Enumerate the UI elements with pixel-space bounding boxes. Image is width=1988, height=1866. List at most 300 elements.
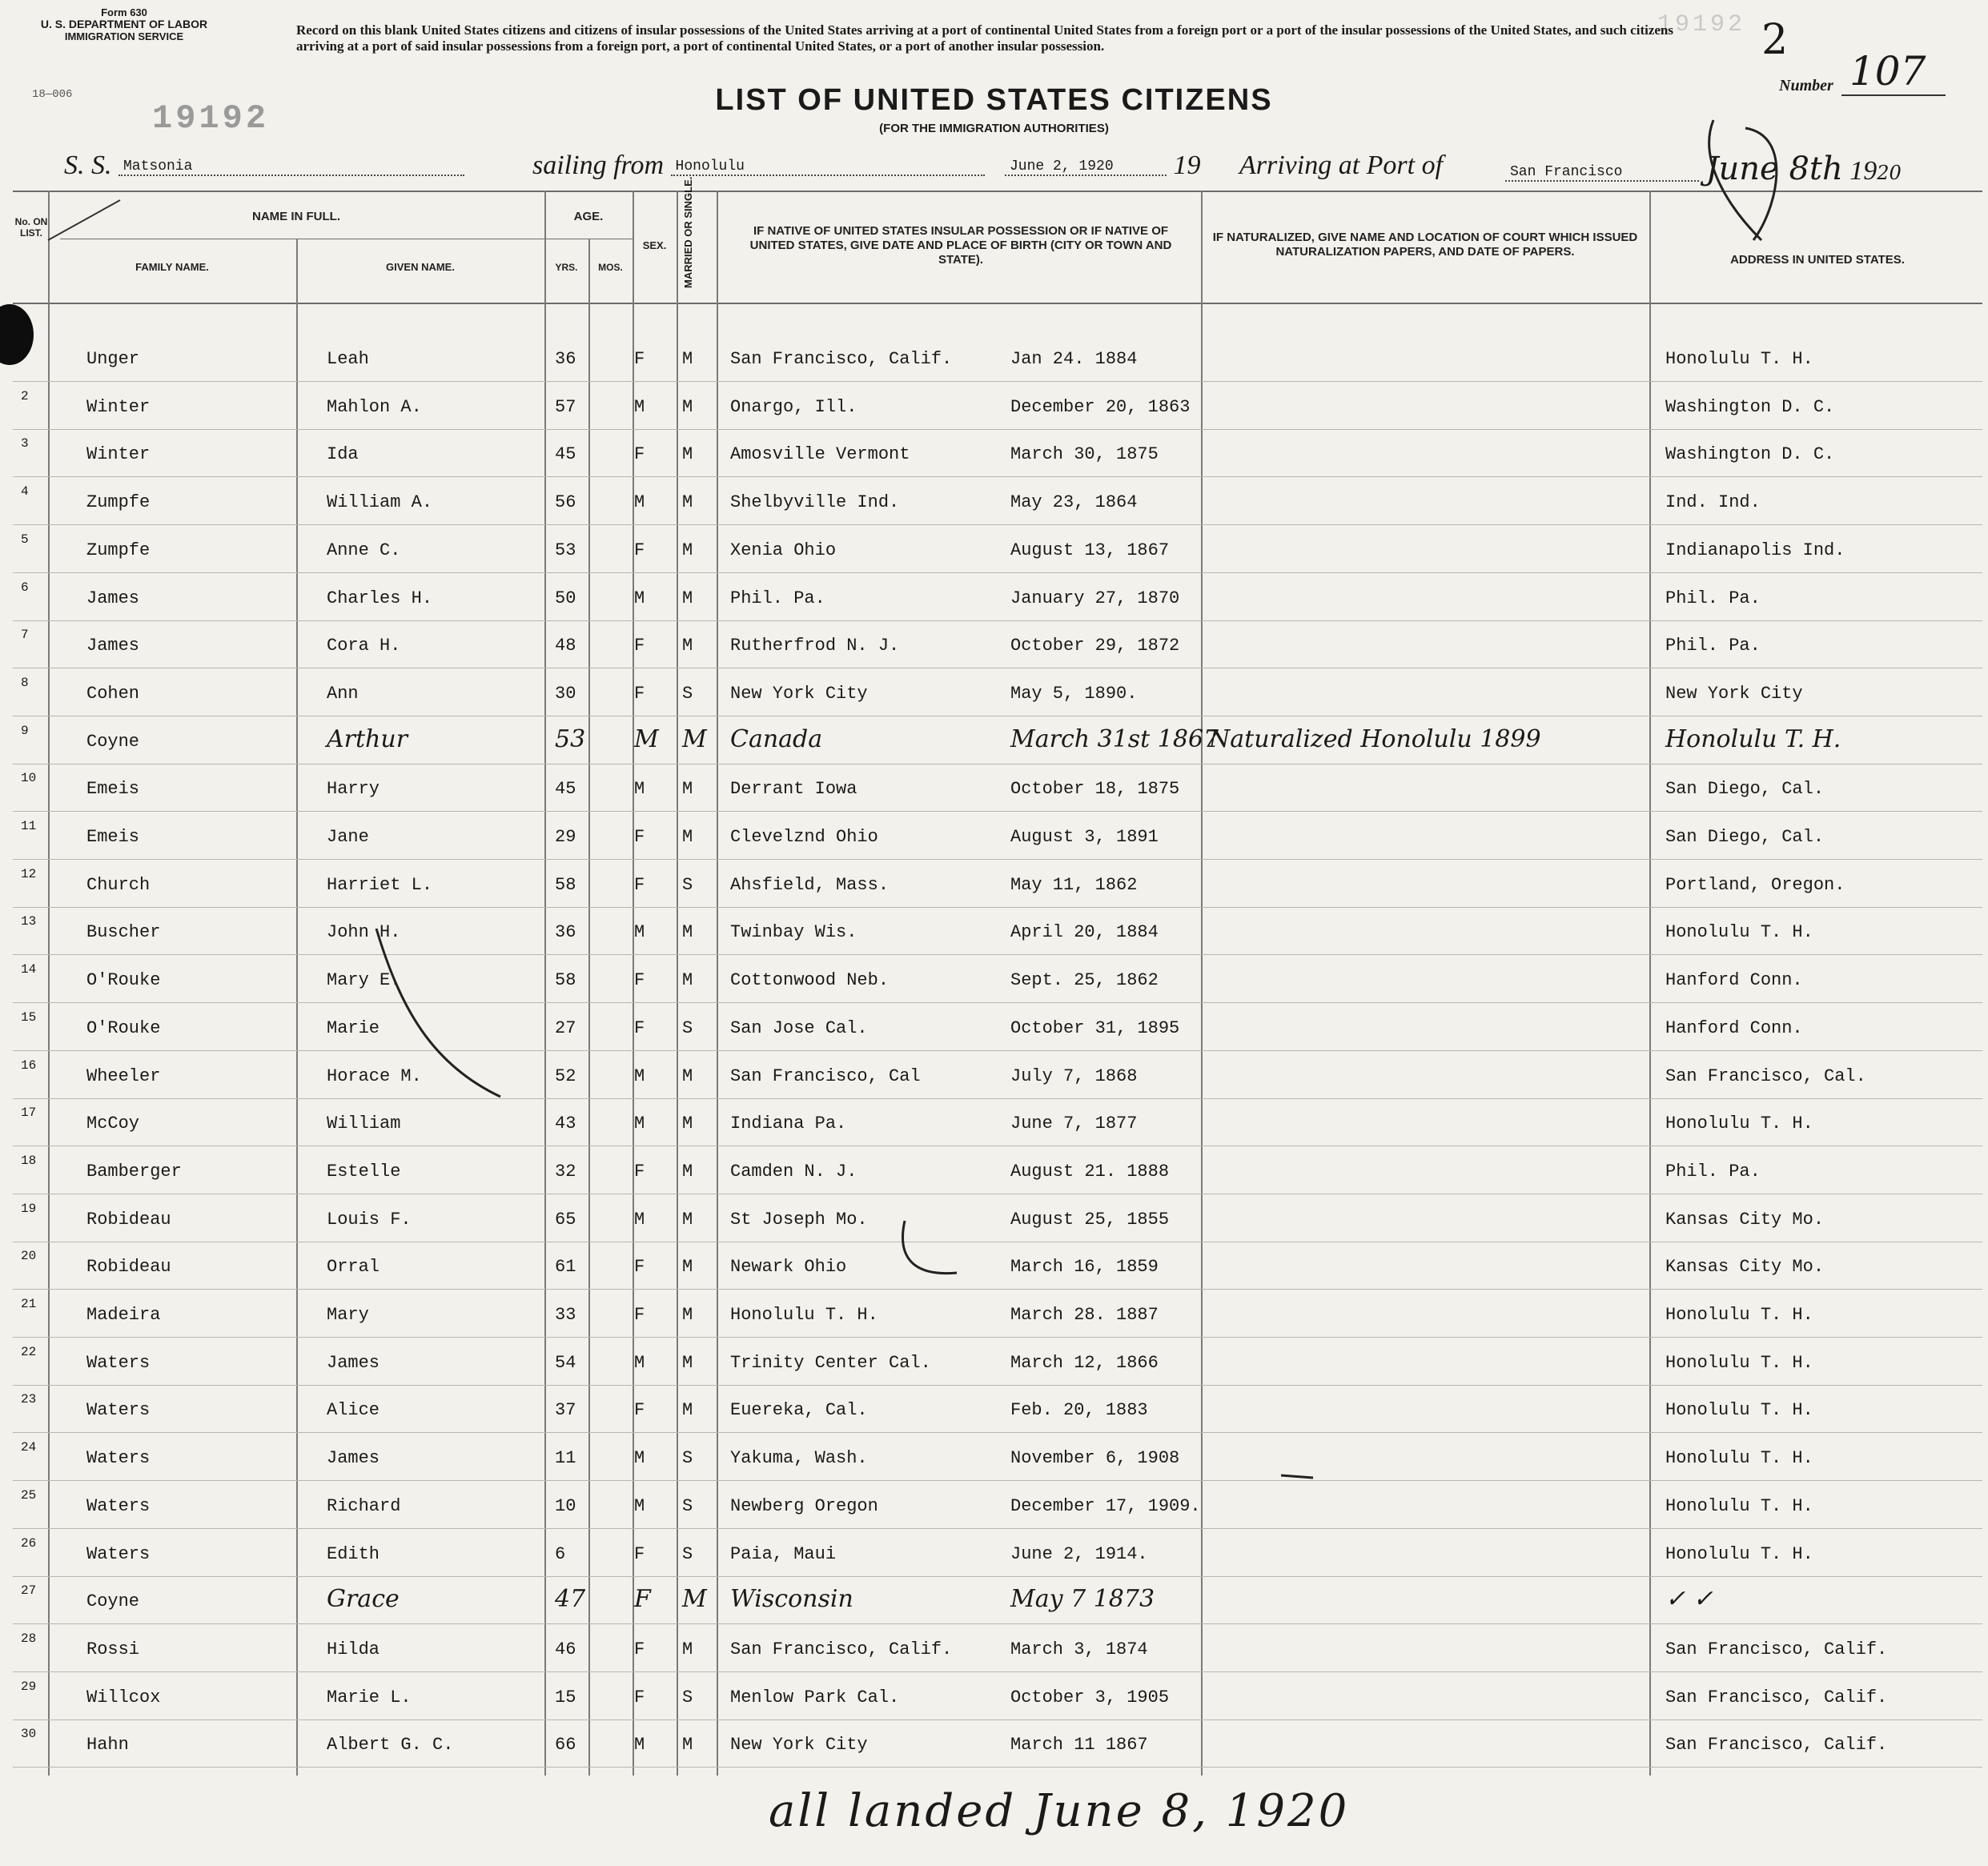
row-number: 20 — [21, 1249, 37, 1263]
age-years: 45 — [555, 444, 576, 464]
sex: F — [634, 684, 645, 704]
family-name: Robideau — [86, 1210, 171, 1230]
row-number: 14 — [21, 962, 37, 977]
birth-date: August 13, 1867 — [1010, 540, 1170, 560]
row-number: 24 — [21, 1440, 37, 1455]
age-years: 65 — [555, 1210, 576, 1230]
row-number: 5 — [21, 532, 29, 547]
us-address: Washington D. C. — [1665, 397, 1835, 417]
birth-date: May 23, 1864 — [1010, 492, 1138, 512]
us-address: Honolulu T. H. — [1665, 1400, 1813, 1420]
given-name: Hilda — [327, 1639, 380, 1659]
given-name: Louis F. — [327, 1210, 412, 1230]
top-stamp: 19192 — [1657, 11, 1746, 38]
birth-date: Feb. 20, 1883 — [1010, 1400, 1148, 1420]
sex: M — [634, 492, 645, 512]
birth-place: Euereka, Cal. — [730, 1400, 868, 1420]
given-name: Marie — [327, 1018, 380, 1038]
row-number: 17 — [21, 1106, 37, 1120]
family-name: Coyne — [86, 1591, 140, 1611]
sex: M — [634, 1114, 645, 1134]
given-name: Horace M. — [327, 1066, 422, 1086]
sex: M — [634, 922, 645, 942]
arrival-year-suffix: 20 — [1877, 162, 1902, 184]
marital-status: S — [682, 684, 693, 704]
marital-status: S — [682, 1496, 693, 1516]
birth-place: Twinbay Wis. — [730, 922, 857, 942]
family-name: Unger — [86, 349, 140, 369]
sex: F — [634, 444, 645, 464]
marital-status: M — [682, 1066, 693, 1086]
family-name: Waters — [86, 1496, 151, 1516]
sheet-page-mark: 2 — [1761, 16, 1789, 64]
us-address: ✓ ✓ — [1665, 1585, 1713, 1613]
us-address: Portland, Oregon. — [1665, 875, 1845, 895]
ship-name: Matsonia — [118, 159, 464, 176]
row-number: 27 — [21, 1583, 37, 1598]
birth-place: New York City — [730, 1735, 868, 1755]
age-years: 6 — [555, 1544, 566, 1564]
row-number: 7 — [21, 628, 29, 642]
birth-date: November 6, 1908 — [1010, 1448, 1180, 1468]
age-years: 58 — [555, 970, 576, 990]
given-name: Cora H. — [327, 636, 401, 656]
birth-date: May 11, 1862 — [1010, 875, 1138, 895]
family-name: Emeis — [86, 779, 140, 799]
sex: M — [634, 1353, 645, 1373]
birth-date: October 18, 1875 — [1010, 779, 1180, 799]
marital-status: M — [682, 1257, 693, 1277]
header-no-on-list: No. ON LIST. — [14, 216, 48, 239]
family-name: Waters — [86, 1400, 151, 1420]
age-years: 53 — [555, 725, 586, 753]
row-number: 22 — [21, 1345, 37, 1359]
row-number: 25 — [21, 1488, 37, 1503]
age-years: 66 — [555, 1735, 576, 1755]
us-address: Honolulu T. H. — [1665, 1114, 1813, 1134]
birth-place: San Francisco, Calif. — [730, 1639, 953, 1659]
family-name: Winter — [86, 397, 151, 417]
given-name: Mahlon A. — [327, 397, 422, 417]
given-name: William — [327, 1114, 401, 1134]
family-name: Bamberger — [86, 1162, 182, 1182]
birth-date: March 31st 1867 — [1010, 725, 1219, 753]
us-address: New York City — [1665, 684, 1803, 704]
row-number: 23 — [21, 1392, 37, 1407]
us-address: Honolulu T. H. — [1665, 725, 1841, 753]
sex: F — [634, 636, 645, 656]
marital-status: M — [682, 540, 693, 560]
age-years: 36 — [555, 922, 576, 942]
row-number: 3 — [21, 436, 29, 451]
service-name: IMMIGRATION SERVICE — [64, 30, 184, 42]
marital-status: M — [682, 492, 693, 512]
header-given-name: GIVEN NAME. — [386, 261, 455, 273]
sex: F — [634, 827, 645, 847]
row-number: 12 — [21, 867, 37, 881]
given-name: Richard — [327, 1496, 401, 1516]
birth-date: March 30, 1875 — [1010, 444, 1159, 464]
form-number: Form 630 — [101, 6, 147, 18]
us-address: San Francisco, Calif. — [1665, 1735, 1888, 1755]
family-name: Zumpfe — [86, 492, 151, 512]
us-address: Honolulu T. H. — [1665, 1544, 1813, 1564]
sex: F — [634, 1544, 645, 1564]
family-name: O'Rouke — [86, 1018, 161, 1038]
age-years: 45 — [555, 779, 576, 799]
header-months: MOS. — [598, 262, 623, 273]
year-label: 19 — [1173, 150, 1201, 180]
marital-status: S — [682, 1544, 693, 1564]
sex: F — [634, 875, 645, 895]
birth-date: October 3, 1905 — [1010, 1687, 1170, 1707]
birth-place: Xenia Ohio — [730, 540, 837, 560]
given-name: Orral — [327, 1257, 380, 1277]
sex: F — [634, 1162, 645, 1182]
birth-date: August 3, 1891 — [1010, 827, 1159, 847]
sex: M — [634, 1210, 645, 1230]
birth-place: Phil. Pa. — [730, 588, 825, 608]
sex: F — [634, 1585, 651, 1613]
birth-place: Honolulu T. H. — [730, 1305, 878, 1325]
given-name: Charles H. — [327, 588, 433, 608]
departure-port: Honolulu — [671, 159, 985, 176]
sex: F — [634, 1018, 645, 1038]
arrival-port: San Francisco — [1505, 164, 1699, 182]
birth-place: Paia, Maui — [730, 1544, 837, 1564]
given-name: Harriet L. — [327, 875, 433, 895]
row-number: 16 — [21, 1058, 37, 1073]
row-number: 9 — [21, 724, 29, 738]
us-address: Kansas City Mo. — [1665, 1257, 1825, 1277]
list-number: 107 — [1849, 48, 1926, 94]
age-years: 47 — [555, 1585, 586, 1613]
sex: M — [634, 397, 645, 417]
birth-date: January 27, 1870 — [1010, 588, 1180, 608]
given-name: Arthur — [327, 725, 408, 753]
birth-date: March 11 1867 — [1010, 1735, 1148, 1755]
given-name: John H. — [327, 922, 401, 942]
sex: M — [634, 1448, 645, 1468]
marital-status: M — [682, 588, 693, 608]
header-naturalized: IF NATURALIZED, GIVE NAME AND LOCATION OF COURT WHICH ISSUED NATURALIZATION PAPERS, AND DATE OF PAPERS. — [1212, 231, 1638, 259]
given-name: Alice — [327, 1400, 380, 1420]
row-number: 28 — [21, 1631, 37, 1646]
family-name: O'Rouke — [86, 970, 161, 990]
row-number: 30 — [21, 1727, 37, 1741]
birth-date: March 28. 1887 — [1010, 1305, 1159, 1325]
age-years: 53 — [555, 540, 576, 560]
header-sex: SEX. — [642, 239, 667, 251]
birth-place: Wisconsin — [730, 1585, 853, 1613]
given-name: James — [327, 1448, 380, 1468]
birth-place: San Jose Cal. — [730, 1018, 868, 1038]
marital-status: M — [682, 1400, 693, 1420]
marital-status: M — [682, 970, 693, 990]
birth-place: Cottonwood Neb. — [730, 970, 890, 990]
age-years: 32 — [555, 1162, 576, 1182]
birth-date: June 7, 1877 — [1010, 1114, 1138, 1134]
age-years: 15 — [555, 1687, 576, 1707]
marital-status: S — [682, 875, 693, 895]
us-address: Hanford Conn. — [1665, 970, 1803, 990]
us-address: Honolulu T. H. — [1665, 1353, 1813, 1373]
family-name: Buscher — [86, 922, 161, 942]
header-address: ADDRESS IN UNITED STATES. — [1730, 253, 1905, 267]
us-address: San Francisco, Calif. — [1665, 1639, 1888, 1659]
age-years: 29 — [555, 827, 576, 847]
sex: F — [634, 1687, 645, 1707]
birth-place: Indiana Pa. — [730, 1114, 847, 1134]
birth-date: June 2, 1914. — [1010, 1544, 1148, 1564]
marital-status: M — [682, 1114, 693, 1134]
row-number: 10 — [21, 771, 37, 785]
birth-date: December 17, 1909. — [1010, 1496, 1201, 1516]
arrival-date: June 8th — [1705, 150, 1843, 187]
family-name: Coyne — [86, 732, 140, 752]
family-name: Hahn — [86, 1735, 129, 1755]
row-number: 21 — [21, 1297, 37, 1311]
given-name: Edith — [327, 1544, 380, 1564]
birth-date: October 29, 1872 — [1010, 636, 1180, 656]
given-name: Mary E. — [327, 970, 401, 990]
family-name: Wheeler — [86, 1066, 161, 1086]
sex: F — [634, 1257, 645, 1277]
page-title: LIST OF UNITED STATES CITIZENS — [715, 83, 1273, 117]
marital-status: M — [682, 1735, 693, 1755]
birth-place: Clevelznd Ohio — [730, 827, 878, 847]
family-name: Robideau — [86, 1257, 171, 1277]
marital-status: M — [682, 1353, 693, 1373]
row-number: 2 — [21, 389, 29, 403]
family-name: Waters — [86, 1353, 151, 1373]
us-address: Phil. Pa. — [1665, 636, 1761, 656]
landed-note: all landed June 8, 1920 — [769, 1785, 1350, 1837]
age-years: 54 — [555, 1353, 576, 1373]
birth-date: May 7 1873 — [1010, 1585, 1155, 1613]
row-number: 19 — [21, 1202, 37, 1216]
us-address: San Francisco, Cal. — [1665, 1066, 1866, 1086]
marital-status: M — [682, 444, 693, 464]
sex: M — [634, 588, 645, 608]
sailing-label: sailing from — [532, 150, 665, 180]
header-name-in-full: NAME IN FULL. — [252, 210, 340, 223]
given-name: Ida — [327, 444, 359, 464]
given-name: Leah — [327, 349, 369, 369]
birth-place: Onargo, Ill. — [730, 397, 857, 417]
sex: F — [634, 1305, 645, 1325]
marital-status: S — [682, 1018, 693, 1038]
age-years: 46 — [555, 1639, 576, 1659]
small-stamp: 18—006 — [32, 88, 73, 101]
marital-status: M — [682, 1210, 693, 1230]
us-address: Phil. Pa. — [1665, 588, 1761, 608]
row-number: 18 — [21, 1154, 37, 1168]
row-number: 11 — [21, 819, 37, 833]
birth-place: Trinity Center Cal. — [730, 1353, 931, 1373]
us-address: Honolulu T. H. — [1665, 349, 1813, 369]
birth-place: Menlow Park Cal. — [730, 1687, 900, 1707]
row-number: 13 — [21, 914, 37, 929]
header-age: AGE. — [573, 210, 604, 223]
family-name: Zumpfe — [86, 540, 151, 560]
us-address: Kansas City Mo. — [1665, 1210, 1825, 1230]
sex: F — [634, 1400, 645, 1420]
family-name: McCoy — [86, 1114, 140, 1134]
birth-date: July 7, 1868 — [1010, 1066, 1138, 1086]
sex: M — [634, 779, 645, 799]
arriving-label: Arriving at Port of — [1239, 150, 1444, 180]
marital-status: M — [682, 725, 707, 753]
birth-place: Rutherfrod N. J. — [730, 636, 900, 656]
sex: M — [634, 1066, 645, 1086]
family-name: Church — [86, 875, 151, 895]
family-name: Winter — [86, 444, 151, 464]
page-subtitle: (FOR THE IMMIGRATION AUTHORITIES) — [879, 122, 1109, 135]
birth-place: Yakuma, Wash. — [730, 1448, 868, 1468]
row-number: 6 — [21, 580, 29, 595]
age-years: 30 — [555, 684, 576, 704]
us-address: San Diego, Cal. — [1665, 827, 1825, 847]
given-name: Estelle — [327, 1162, 401, 1182]
birth-place: Canada — [730, 725, 823, 753]
birth-date: March 12, 1866 — [1010, 1353, 1159, 1373]
row-number: 29 — [21, 1679, 37, 1694]
birth-place: New York City — [730, 684, 868, 704]
record-instructions: Record on this blank United States citizens and citizens of insular possessions of the United States arriving at a port of continental United States from a foreign port or a port of the insular possessions of the United States, and such citizens arriving at a port of said insular possessions from a foreign port, a port of continental United States, or a port of another insular possession. — [296, 22, 1673, 54]
birth-date: April 20, 1884 — [1010, 922, 1159, 942]
birth-date: August 25, 1855 — [1010, 1210, 1170, 1230]
marital-status: M — [682, 779, 693, 799]
us-address: Phil. Pa. — [1665, 1162, 1761, 1182]
sex: F — [634, 970, 645, 990]
us-address: Indianapolis Ind. — [1665, 540, 1845, 560]
us-address: Washington D. C. — [1665, 444, 1835, 464]
age-years: 57 — [555, 397, 576, 417]
marital-status: M — [682, 827, 693, 847]
sex: M — [634, 1735, 645, 1755]
given-name: Harry — [327, 779, 380, 799]
birth-place: San Francisco, Cal — [730, 1066, 921, 1086]
department-name: U. S. DEPARTMENT OF LABOR — [40, 18, 208, 30]
age-years: 56 — [555, 492, 576, 512]
family-name: Cohen — [86, 684, 140, 704]
birth-place: Ahsfield, Mass. — [730, 875, 890, 895]
age-years: 43 — [555, 1114, 576, 1134]
birth-date: December 20, 1863 — [1010, 397, 1191, 417]
row-number: 4 — [21, 484, 29, 499]
row-number: 8 — [21, 676, 29, 690]
header-native-birth: IF NATIVE OF UNITED STATES INSULAR POSSESSION OR IF NATIVE OF UNITED STATES, GIVE DATE AND PLACE OF BIRTH (CITY OR TOWN AND STATE). — [749, 224, 1172, 267]
birth-place: Derrant Iowa — [730, 779, 857, 799]
birth-place: Newberg Oregon — [730, 1496, 878, 1516]
marital-status: S — [682, 1448, 693, 1468]
birth-date: Jan 24. 1884 — [1010, 349, 1138, 369]
family-name: James — [86, 636, 140, 656]
birth-date: March 16, 1859 — [1010, 1257, 1159, 1277]
us-address: Ind. Ind. — [1665, 492, 1761, 512]
family-name: James — [86, 588, 140, 608]
row-number: 26 — [21, 1536, 37, 1551]
given-name: Jane — [327, 827, 369, 847]
given-name: Ann — [327, 684, 359, 704]
age-years: 27 — [555, 1018, 576, 1038]
family-name: Waters — [86, 1448, 151, 1468]
age-years: 36 — [555, 349, 576, 369]
birth-place: St Joseph Mo. — [730, 1210, 868, 1230]
given-name: James — [327, 1353, 380, 1373]
marital-status: M — [682, 922, 693, 942]
marital-status: M — [682, 1305, 693, 1325]
sex: M — [634, 1496, 645, 1516]
row-number: 15 — [21, 1010, 37, 1025]
given-name: Albert G. C. — [327, 1735, 454, 1755]
ss-label: S. S. — [64, 150, 112, 180]
us-address: Hanford Conn. — [1665, 1018, 1803, 1038]
birth-place: Amosville Vermont — [730, 444, 910, 464]
age-years: 58 — [555, 875, 576, 895]
us-address: San Francisco, Calif. — [1665, 1687, 1888, 1707]
sex: F — [634, 540, 645, 560]
birth-place: San Francisco, Calif. — [730, 349, 953, 369]
family-name: Rossi — [86, 1639, 140, 1659]
age-years: 61 — [555, 1257, 576, 1277]
age-years: 10 — [555, 1496, 576, 1516]
birth-date: Sept. 25, 1862 — [1010, 970, 1159, 990]
marital-status: M — [682, 636, 693, 656]
us-address: Honolulu T. H. — [1665, 1305, 1813, 1325]
age-years: 37 — [555, 1400, 576, 1420]
marital-status: M — [682, 349, 693, 369]
family-name: Madeira — [86, 1305, 161, 1325]
given-name: William A. — [327, 492, 433, 512]
us-address: Honolulu T. H. — [1665, 1448, 1813, 1468]
header-family-name: FAMILY NAME. — [135, 261, 209, 273]
birth-place: Shelbyville Ind. — [730, 492, 900, 512]
number-label: Number — [1779, 77, 1833, 94]
given-name: Anne C. — [327, 540, 401, 560]
marital-status: M — [682, 1585, 707, 1613]
age-years: 52 — [555, 1066, 576, 1086]
age-years: 50 — [555, 588, 576, 608]
birth-date: May 5, 1890. — [1010, 684, 1138, 704]
us-address: Honolulu T. H. — [1665, 922, 1813, 942]
sex: F — [634, 349, 645, 369]
birth-place: Camden N. J. — [730, 1162, 857, 1182]
family-name: Emeis — [86, 827, 140, 847]
given-name: Marie L. — [327, 1687, 412, 1707]
age-years: 11 — [555, 1448, 576, 1468]
sail-date: June 2, 1920 — [1005, 159, 1167, 176]
birth-date: August 21. 1888 — [1010, 1162, 1170, 1182]
us-address: San Diego, Cal. — [1665, 779, 1825, 799]
header-married-single: MARRIED OR SINGLE. — [682, 176, 694, 288]
header-years: YRS. — [555, 262, 578, 273]
marital-status: M — [682, 1639, 693, 1659]
family-name: Waters — [86, 1544, 151, 1564]
arrival-year-label: 19 — [1849, 156, 1878, 186]
birth-date: March 3, 1874 — [1010, 1639, 1148, 1659]
marital-status: S — [682, 1687, 693, 1707]
sex: M — [634, 725, 659, 753]
given-name: Grace — [327, 1585, 400, 1613]
age-years: 48 — [555, 636, 576, 656]
marital-status: M — [682, 397, 693, 417]
us-address: Honolulu T. H. — [1665, 1496, 1813, 1516]
sex: F — [634, 1639, 645, 1659]
birth-date: October 31, 1895 — [1010, 1018, 1180, 1038]
family-name: Willcox — [86, 1687, 161, 1707]
